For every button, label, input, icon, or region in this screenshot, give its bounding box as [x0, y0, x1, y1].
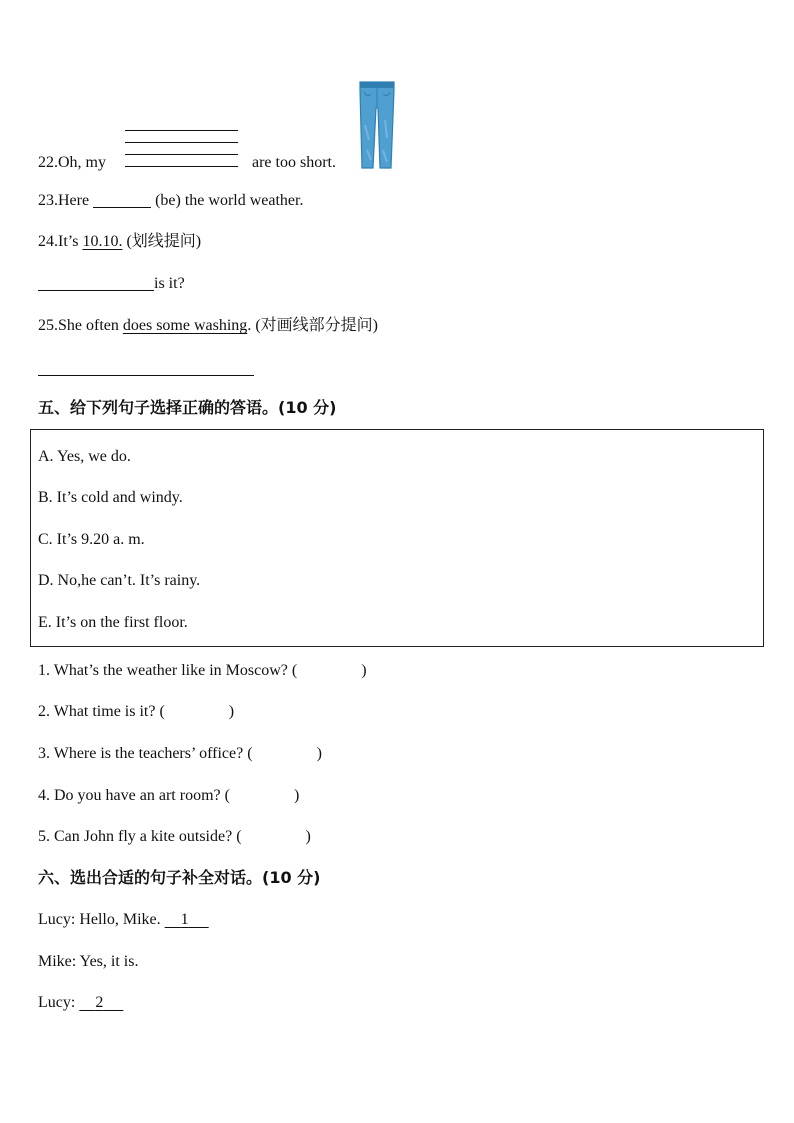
- question-text: 1. What’s the weather like in Moscow?: [38, 662, 288, 679]
- question-text: 5. Can John fly a kite outside?: [38, 828, 233, 845]
- option-d: D. No,he can’t. It’s rainy.: [38, 572, 201, 589]
- dialogue-line-1: [38, 910, 209, 930]
- q23-suffix: (be) the world weather.: [155, 192, 304, 209]
- dialogue-line-2: [38, 952, 138, 972]
- q24-answer: [38, 274, 185, 294]
- question-text: 4. Do you have an art room?: [38, 787, 221, 804]
- q24-answer-blank[interactable]: [38, 275, 154, 291]
- q24-note: (划线提问): [126, 233, 202, 250]
- q23: [38, 191, 303, 211]
- answer-paren[interactable]: ( ): [247, 745, 322, 762]
- q22-blank-line[interactable]: [125, 154, 238, 155]
- option-c: C. It’s 9.20 a. m.: [38, 531, 145, 548]
- q22-blank-line[interactable]: [125, 142, 238, 143]
- dialogue-line-3: [38, 993, 123, 1013]
- answer-paren[interactable]: ( ): [224, 787, 300, 804]
- speaker: Lucy:: [38, 911, 76, 928]
- option-b: B. It’s cold and windy.: [38, 489, 183, 506]
- answer-paren[interactable]: ( ): [291, 662, 367, 679]
- q24-underlined: 10.10.: [82, 233, 123, 250]
- question-3: [38, 744, 322, 764]
- option-a: A. Yes, we do.: [38, 448, 131, 465]
- speaker: Mike:: [38, 953, 77, 970]
- q25-suffix: . (对画线部分提问): [247, 317, 378, 334]
- speaker: Lucy:: [38, 994, 76, 1011]
- question-1: [38, 661, 367, 681]
- q23-prefix: 23.Here: [38, 192, 90, 209]
- answer-paren[interactable]: ( ): [236, 828, 311, 845]
- blank-number: 1: [180, 911, 189, 928]
- q24-prefix: 24.It’s: [38, 233, 79, 250]
- q25-prefix: 25.She often: [38, 317, 119, 334]
- jeans-icon: [357, 80, 397, 170]
- q22-blank-line[interactable]: [125, 166, 238, 167]
- section5-heading: 五、给下列句子选择正确的答语。(10 分): [38, 398, 337, 417]
- q22-suffix: are too short.: [252, 154, 336, 171]
- question-4: [38, 786, 299, 806]
- q24: [38, 232, 201, 252]
- q22-blank-line[interactable]: [125, 130, 238, 131]
- dialogue-text: Hello, Mike.: [79, 911, 161, 928]
- question-text: 2. What time is it?: [38, 703, 156, 720]
- blank-number: 2: [95, 994, 104, 1011]
- answer-paren[interactable]: ( ): [159, 703, 235, 720]
- question-text: 3. Where is the teachers’ office?: [38, 745, 244, 762]
- section6-heading: 六、选出合适的句子补全对话。(10 分): [38, 868, 321, 887]
- option-e: E. It’s on the first floor.: [38, 614, 188, 631]
- dialogue-blank[interactable]: [79, 994, 123, 1011]
- q25-answer-line[interactable]: [38, 375, 254, 376]
- dialogue-blank[interactable]: [165, 911, 209, 928]
- dialogue-text: Yes, it is.: [79, 953, 139, 970]
- question-5: [38, 827, 311, 847]
- q23-answer-blank[interactable]: [93, 192, 151, 208]
- q22-prefix: 22.Oh, my: [38, 154, 106, 171]
- q25-underlined: does some washing: [122, 317, 248, 334]
- question-2: [38, 702, 234, 722]
- q24-answer-suffix: is it?: [154, 275, 185, 292]
- q25: [38, 316, 378, 336]
